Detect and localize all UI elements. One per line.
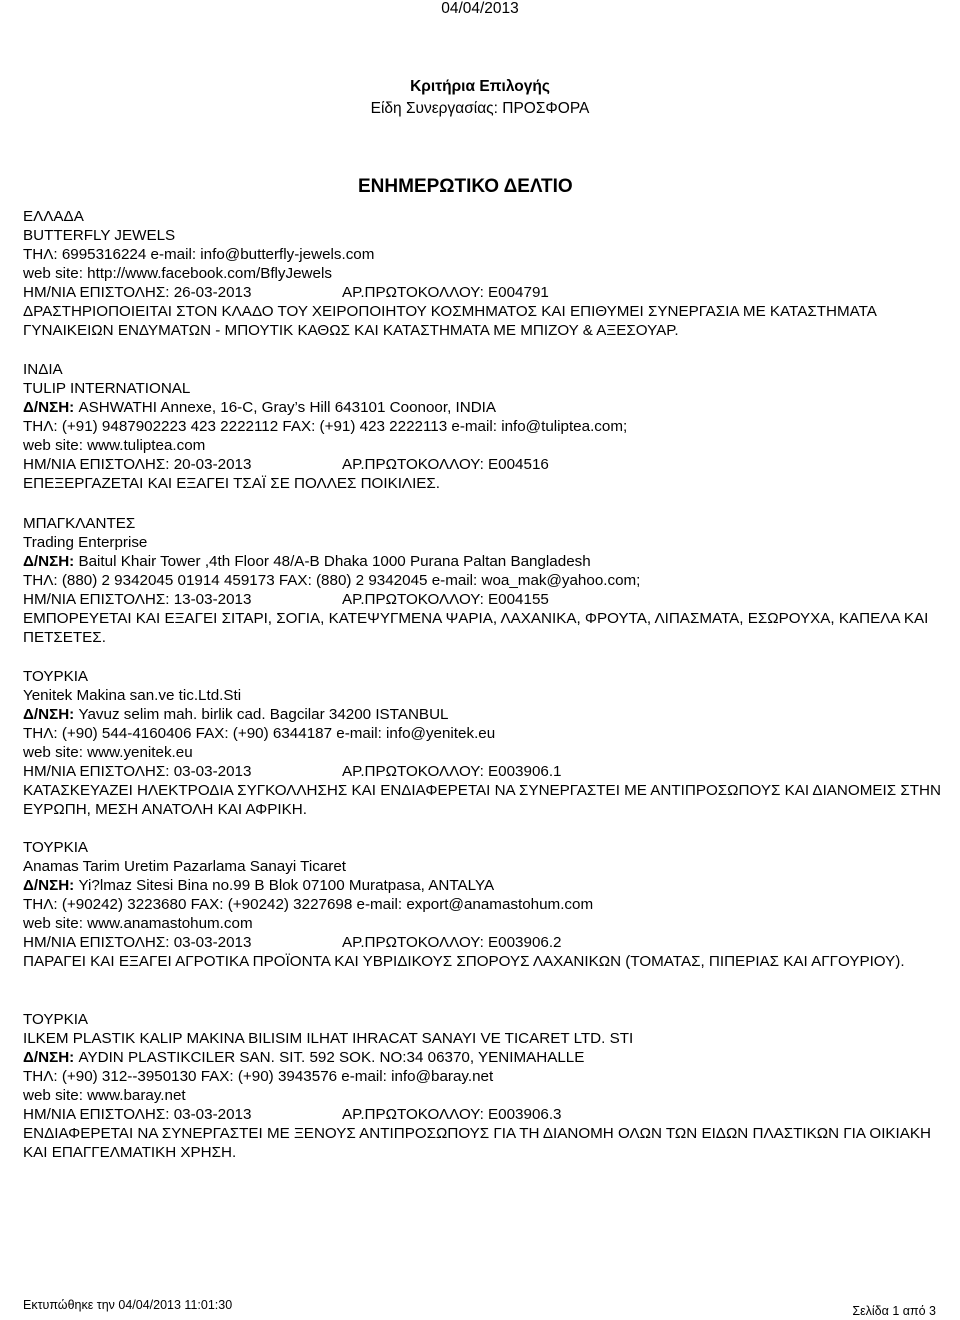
entry-protocol: ΑΡ.ΠΡΩΤΟΚΟΛΛΟΥ: E003906.1 xyxy=(342,763,562,780)
entry-address-text: Yi?lmaz Sitesi Bina no.99 B Blok 07100 Muratpasa, ANTALYA xyxy=(78,877,495,894)
entry-date-line xyxy=(23,590,943,609)
entry-company: ILKEM PLASTIK KALIP MAKINA BILISIM ILHAT IHRACAT SANAYI VE TICARET LTD. STI xyxy=(23,1030,634,1047)
entry-greece xyxy=(23,207,943,340)
entry-turkey-anamas xyxy=(23,838,943,971)
entry-description: ΕΝΔΙΑΦΕΡΕΤΑΙ ΝΑ ΣΥΝΕΡΓΑΣΤΕΙ ΜΕ ΞΕΝΟΥΣ ΑΝΤΙΠΡΟΣΩΠΟΥΣ ΓΙΑ ΤΗ ΔΙΑΝΟΜΗ ΟΛΩΝ ΤΩΝ ΕΙΔΩΝ ΠΛΑΣΤΙΚΩΝ ΓΙΑ ΟΙΚΙΑΚΗ ΚΑΙ ΕΠΑΓΓΕΛΜΑΤΙΚΗ ΧΡΗΣΗ. xyxy=(23,1125,932,1161)
entry-address-text: Yavuz selim mah. birlik cad. Bagcilar 34200 ISTANBUL xyxy=(78,706,449,723)
entry-protocol: ΑΡ.ΠΡΩΤΟΚΟΛΛΟΥ: E003906.2 xyxy=(342,934,562,951)
entry-letter-date: ΗΜ/ΝΙΑ ΕΠΙΣΤΟΛΗΣ: 13-03-2013 xyxy=(23,591,252,608)
entry-description: ΠΑΡΑΓΕΙ ΚΑΙ ΕΞΑΓΕΙ ΑΓΡΟΤΙΚΑ ΠΡΟΪΟΝΤΑ ΚΑΙ ΥΒΡΙΔΙΚΟΥΣ ΣΠΟΡΟΥΣ ΛΑΧΑΝΙΚΩΝ (ΤΟΜΑΤΑΣ, ΠΙΠΕΡΙΑΣ ΚΑΙ ΑΓΓΟΥΡΙΟΥ). xyxy=(23,953,905,970)
entry-company: BUTTERFLY JEWELS xyxy=(23,227,176,244)
entry-address xyxy=(23,876,943,895)
entry-contact: ΤΗΛ: 6995316224 e-mail: info@butterfly-jewels.com xyxy=(23,246,375,263)
header-date: 04/04/2013 xyxy=(441,0,519,17)
entry-date-line xyxy=(23,933,943,952)
entry-turkey-ilkem xyxy=(23,1010,943,1162)
entry-protocol: ΑΡ.ΠΡΩΤΟΚΟΛΛΟΥ: E003906.3 xyxy=(342,1106,562,1123)
entry-country: ΤΟΥΡΚΙΑ xyxy=(23,839,89,856)
entry-website: web site: http://www.facebook.com/BflyJewels xyxy=(23,265,332,282)
entry-company: Anamas Tarim Uretim Pazarlama Sanayi Ticaret xyxy=(23,858,346,875)
entry-address xyxy=(23,1048,943,1067)
entry-description: ΕΠΕΞΕΡΓΑΖΕΤΑΙ ΚΑΙ ΕΞΑΓΕΙ ΤΣΑΪ ΣΕ ΠΟΛΛΕΣ ΠΟΙΚΙΛΙΕΣ. xyxy=(23,475,441,492)
entry-address-label: Δ/ΝΣΗ: xyxy=(23,553,75,570)
entry-address-label: Δ/ΝΣΗ: xyxy=(23,399,75,416)
entry-address-label: Δ/ΝΣΗ: xyxy=(23,706,75,723)
entry-company: Trading Enterprise xyxy=(23,534,148,551)
bulletin-title: ΕΝΗΜΕΡΩΤΙΚΟ ΔΕΛΤΙΟ xyxy=(358,176,573,197)
entry-india xyxy=(23,360,943,493)
entry-date-line xyxy=(23,762,943,781)
entry-bangladesh xyxy=(23,514,943,647)
entry-address xyxy=(23,398,943,417)
entry-website: web site: www.yenitek.eu xyxy=(23,744,193,761)
entry-contact: ΤΗΛ: (+90242) 3223680 FAX: (+90242) 3227698 e-mail: export@anamastohum.com xyxy=(23,896,594,913)
entry-company: Yenitek Makina san.ve tic.Ltd.Sti xyxy=(23,687,242,704)
criteria-subtitle: Είδη Συνεργασίας: ΠΡΟΣΦΟΡΑ xyxy=(370,100,590,117)
entry-country: ΤΟΥΡΚΙΑ xyxy=(23,668,89,685)
entry-address-text: AYDIN PLASTIKCILER SAN. SIT. 592 SOK. NO:34 06370, YENIMAHALLE xyxy=(78,1049,585,1066)
entry-contact: ΤΗΛ: (+90) 544-4160406 FAX: (+90) 6344187 e-mail: info@yenitek.eu xyxy=(23,725,496,742)
entry-letter-date: ΗΜ/ΝΙΑ ΕΠΙΣΤΟΛΗΣ: 03-03-2013 xyxy=(23,763,252,780)
entry-description: ΔΡΑΣΤΗΡΙΟΠΟΙΕΙΤΑΙ ΣΤΟΝ ΚΛΑΔΟ ΤΟΥ ΧΕΙΡΟΠΟΙΗΤΟΥ ΚΟΣΜΗΜΑΤΟΣ ΚΑΙ ΕΠΙΘΥΜΕΙ ΣΥΝΕΡΓΑΣΙΑ ΜΕ ΚΑΤΑΣΤΗΜΑΤΑ ΓΥΝΑΙΚΕΙΩΝ ΕΝΔΥΜΑΤΩΝ - ΜΠΟΥΤΙΚ ΚΑΘΩΣ ΚΑΙ ΚΑΤΑΣΤΗΜΑΤΑ ΜΕ ΜΠΙΖΟΥ & ΑΞΕΣΟΥΑΡ. xyxy=(23,303,877,339)
entry-date-line xyxy=(23,455,943,474)
entry-letter-date: ΗΜ/ΝΙΑ ΕΠΙΣΤΟΛΗΣ: 26-03-2013 xyxy=(23,284,252,301)
entry-description: ΚΑΤΑΣΚΕΥΑΖΕΙ ΗΛΕΚΤΡΟΔΙΑ ΣΥΓΚΟΛΛΗΣΗΣ ΚΑΙ ΕΝΔΙΑΦΕΡΕΤΑΙ ΝΑ ΣΥΝΕΡΓΑΣΤΕΙ ΜΕ ΑΝΤΙΠΡΟΣΩΠΟΥΣ ΚΑΙ ΔΙΑΝΟΜΕΙΣ ΣΤΗΝ ΕΥΡΩΠΗ, ΜΕΣΗ ΑΝΑΤΟΛΗ ΚΑΙ ΑΦΡΙΚΗ. xyxy=(23,782,941,818)
entry-contact: ΤΗΛ: (+90) 312--3950130 FAX: (+90) 3943576 e-mail: info@baray.net xyxy=(23,1068,494,1085)
entry-address-text: ASHWATHI Annexe, 16-C, Gray’s Hill 643101 Coonoor, INDIA xyxy=(78,399,497,416)
entry-date-line xyxy=(23,283,943,302)
entry-address-label: Δ/ΝΣΗ: xyxy=(23,1049,75,1066)
entry-website: web site: www.baray.net xyxy=(23,1087,186,1104)
entry-protocol: ΑΡ.ΠΡΩΤΟΚΟΛΛΟΥ: E004791 xyxy=(342,284,549,301)
entry-company: TULIP INTERNATIONAL xyxy=(23,380,191,397)
entry-address-label: Δ/ΝΣΗ: xyxy=(23,877,75,894)
entry-letter-date: ΗΜ/ΝΙΑ ΕΠΙΣΤΟΛΗΣ: 03-03-2013 xyxy=(23,934,252,951)
entry-country: ΜΠΑΓΚΛΑΝΤΕΣ xyxy=(23,515,136,532)
entry-protocol: ΑΡ.ΠΡΩΤΟΚΟΛΛΟΥ: E004516 xyxy=(342,456,549,473)
footer-page-number: Σελίδα 1 από 3 xyxy=(852,1304,936,1318)
criteria-block xyxy=(0,76,960,120)
footer-printed: Εκτυπώθηκε την 04/04/2013 11:01:30 xyxy=(23,1298,233,1312)
entry-letter-date: ΗΜ/ΝΙΑ ΕΠΙΣΤΟΛΗΣ: 20-03-2013 xyxy=(23,456,252,473)
entry-address xyxy=(23,552,943,571)
entry-contact: ΤΗΛ: (880) 2 9342045 01914 459173 FAX: (880) 2 9342045 e-mail: woa_mak@yahoo.com; xyxy=(23,572,641,589)
entry-protocol: ΑΡ.ΠΡΩΤΟΚΟΛΛΟΥ: E004155 xyxy=(342,591,549,608)
entry-letter-date: ΗΜ/ΝΙΑ ΕΠΙΣΤΟΛΗΣ: 03-03-2013 xyxy=(23,1106,252,1123)
entry-country: ΕΛΛΑΔΑ xyxy=(23,208,84,225)
entry-website: web site: www.tuliptea.com xyxy=(23,437,206,454)
entry-website: web site: www.anamastohum.com xyxy=(23,915,253,932)
entry-turkey-yenitek xyxy=(23,667,943,819)
entry-address xyxy=(23,705,943,724)
entry-description: ΕΜΠΟΡΕΥΕΤΑΙ ΚΑΙ ΕΞΑΓΕΙ ΣΙΤΑΡΙ, ΣΟΓΙΑ, ΚΑΤΕΨΥΓΜΕΝΑ ΨΑΡΙΑ, ΛΑΧΑΝΙΚΑ, ΦΡΟΥΤΑ, ΛΙΠΑΣΜΑΤΑ, ΕΣΩΡΟΥΧΑ, ΚΑΠΕΛΑ ΚΑΙ ΠΕΤΣΕΤΕΣ. xyxy=(23,610,929,646)
entry-country: ΤΟΥΡΚΙΑ xyxy=(23,1011,89,1028)
entry-address-text: Baitul Khair Tower ,4th Floor 48/A-B Dhaka 1000 Purana Paltan Bangladesh xyxy=(78,553,591,570)
entry-date-line xyxy=(23,1105,943,1124)
entry-contact: ΤΗΛ: (+91) 9487902223 423 2222112 FAX: (+91) 423 2222113 e-mail: info@tuliptea.com; xyxy=(23,418,628,435)
criteria-title: Κριτήρια Επιλογής xyxy=(410,78,550,95)
entry-country: ΙΝΔΙΑ xyxy=(23,361,63,378)
